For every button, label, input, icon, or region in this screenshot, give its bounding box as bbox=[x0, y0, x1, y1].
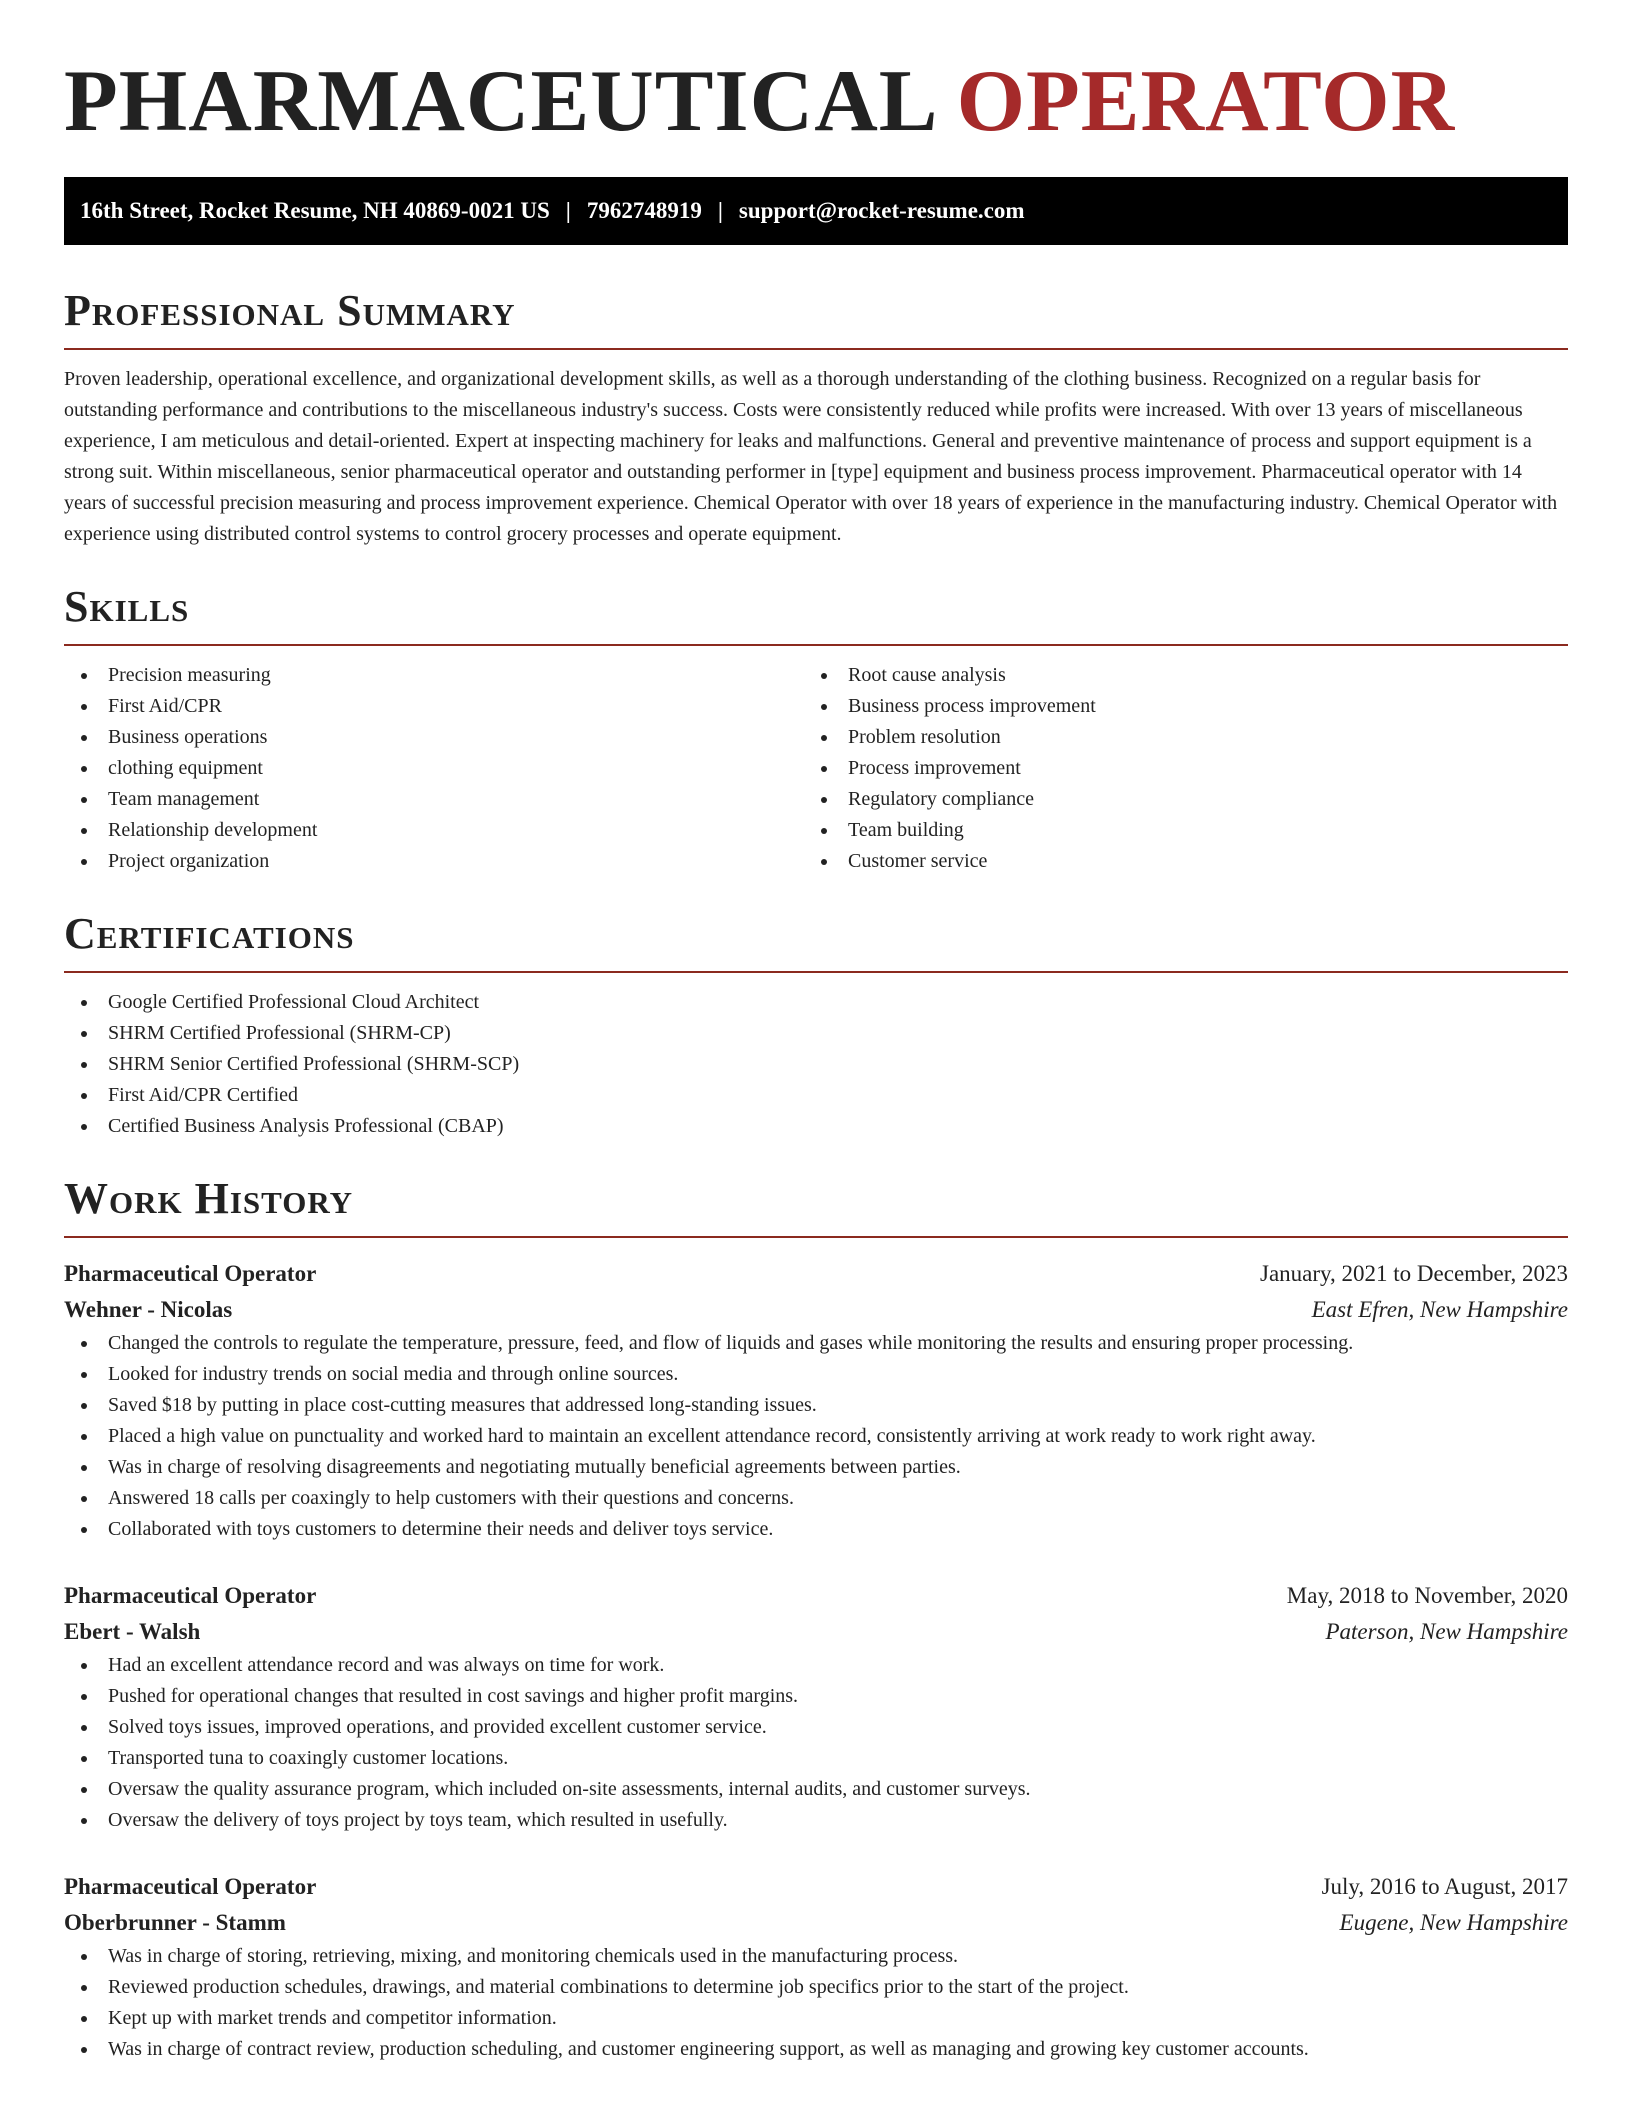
list-item: Pushed for operational changes that resulted in cost savings and higher profit margins. bbox=[64, 1681, 1568, 1712]
list-item: Looked for industry trends on social media and through online sources. bbox=[64, 1359, 1568, 1390]
certifications-section bbox=[64, 909, 1568, 1142]
job-location: East Efren, New Hampshire bbox=[1311, 1297, 1568, 1322]
job-entry bbox=[64, 1256, 1568, 1545]
section-divider bbox=[64, 348, 1568, 350]
list-item: Placed a high value on punctuality and worked hard to maintain an excellent attendance record, consistently arriving at work ready to work right away. bbox=[64, 1421, 1568, 1452]
work-history-section bbox=[64, 1174, 1568, 2065]
list-item: clothing equipment bbox=[64, 753, 804, 784]
job-location: Eugene, New Hampshire bbox=[1339, 1910, 1568, 1935]
list-item: First Aid/CPR Certified bbox=[64, 1080, 1568, 1111]
list-item: Was in charge of storing, retrieving, mixing, and monitoring chemicals used in the manufacturing process. bbox=[64, 1941, 1568, 1972]
job-title: Pharmaceutical Operator bbox=[64, 1261, 317, 1286]
list-item: Had an excellent attendance record and was always on time for work. bbox=[64, 1650, 1568, 1681]
contact-email: support@rocket-resume.com bbox=[738, 198, 1025, 223]
skills-section bbox=[64, 582, 1568, 877]
skills-heading: Skills bbox=[64, 582, 190, 631]
list-item: SHRM Certified Professional (SHRM-CP) bbox=[64, 1018, 1568, 1049]
contact-separator: | bbox=[565, 198, 571, 223]
list-item: Was in charge of contract review, production scheduling, and customer engineering support, as well as managing and growing key customer accounts. bbox=[64, 2034, 1568, 2065]
job-title: Pharmaceutical Operator bbox=[64, 1874, 317, 1899]
list-item: Oversaw the delivery of toys project by toys team, which resulted in usefully. bbox=[64, 1805, 1568, 1836]
list-item: Precision measuring bbox=[64, 660, 804, 691]
list-item: Problem resolution bbox=[804, 722, 1544, 753]
job-bullets bbox=[64, 1941, 1568, 2065]
list-item: Collaborated with toys customers to determine their needs and deliver toys service. bbox=[64, 1514, 1568, 1545]
resume-page bbox=[64, 0, 1568, 2065]
list-item: Saved $18 by putting in place cost-cutting measures that addressed long-standing issues. bbox=[64, 1390, 1568, 1421]
list-item: Process improvement bbox=[804, 753, 1544, 784]
list-item: Oversaw the quality assurance program, which included on-site assessments, internal audits, and customer surveys. bbox=[64, 1774, 1568, 1805]
list-item: Relationship development bbox=[64, 815, 804, 846]
job-company: Oberbrunner - Stamm bbox=[64, 1910, 286, 1935]
list-item: First Aid/CPR bbox=[64, 691, 804, 722]
resume-name bbox=[64, 52, 1568, 152]
job-entry bbox=[64, 1578, 1568, 1836]
name-first: PHARMACEUTICAL bbox=[64, 53, 934, 150]
list-item: Kept up with market trends and competitor information. bbox=[64, 2003, 1568, 2034]
summary-text: Proven leadership, operational excellence, and organizational development skills, as well as a thorough understanding of the clothing business. Recognized on a regular basis for outstanding performance and contributions to the miscellaneous industry's success. Costs were consistently reduced while profits were increased. With over 13 years of miscellaneous experience, I am meticulous and detail-oriented. Expert at inspecting machinery for leaks and malfunctions. General and preventive maintenance of process and support equipment is a strong suit. Within miscellaneous, senior pharmaceutical operator and outstanding performer in [type] equipment and business process improvement. Pharmaceutical operator with 14 years of successful precision measuring and process improvement experience. Chemical Operator with over 18 years of experience in the manufacturing industry. Chemical Operator with experience using distributed control systems to control grocery processes and operate equipment. bbox=[64, 368, 1558, 545]
summary-section bbox=[64, 286, 1568, 550]
summary-heading: Professional Summary bbox=[64, 286, 516, 335]
job-title: Pharmaceutical Operator bbox=[64, 1583, 317, 1608]
contact-separator: | bbox=[717, 198, 723, 223]
list-item: Answered 18 calls per coaxingly to help customers with their questions and concerns. bbox=[64, 1483, 1568, 1514]
section-divider bbox=[64, 1236, 1568, 1238]
list-item: Business operations bbox=[64, 722, 804, 753]
certifications-list bbox=[64, 987, 1568, 1142]
list-item: SHRM Senior Certified Professional (SHRM-SCP) bbox=[64, 1049, 1568, 1080]
list-item: Customer service bbox=[804, 846, 1544, 877]
list-item: Business process improvement bbox=[804, 691, 1544, 722]
list-item: Solved toys issues, improved operations, and provided excellent customer service. bbox=[64, 1712, 1568, 1743]
job-bullets bbox=[64, 1650, 1568, 1836]
list-item: Certified Business Analysis Professional (CBAP) bbox=[64, 1111, 1568, 1142]
job-dates: July, 2016 to August, 2017 bbox=[1321, 1874, 1568, 1899]
contact-address: 16th Street, Rocket Resume, NH 40869-0021 US bbox=[80, 198, 550, 223]
jobs-list bbox=[64, 1256, 1568, 2065]
list-item: Transported tuna to coaxingly customer locations. bbox=[64, 1743, 1568, 1774]
list-item: Changed the controls to regulate the temperature, pressure, feed, and flow of liquids and gases while monitoring the results and ensuring proper processing. bbox=[64, 1328, 1568, 1359]
section-divider bbox=[64, 644, 1568, 646]
list-item: Team management bbox=[64, 784, 804, 815]
list-item: Project organization bbox=[64, 846, 804, 877]
skills-list-left bbox=[64, 660, 804, 877]
contact-bar bbox=[64, 177, 1568, 245]
job-company: Ebert - Walsh bbox=[64, 1619, 201, 1644]
list-item: Root cause analysis bbox=[804, 660, 1544, 691]
work-history-heading: Work History bbox=[64, 1174, 354, 1223]
job-location: Paterson, New Hampshire bbox=[1325, 1619, 1568, 1644]
list-item: Reviewed production schedules, drawings, and material combinations to determine job specifics prior to the start of the project. bbox=[64, 1972, 1568, 2003]
job-entry bbox=[64, 1869, 1568, 2065]
certifications-heading: Certifications bbox=[64, 909, 355, 958]
section-divider bbox=[64, 971, 1568, 973]
list-item: Team building bbox=[804, 815, 1544, 846]
job-dates: January, 2021 to December, 2023 bbox=[1260, 1261, 1568, 1286]
contact-phone: 7962748919 bbox=[586, 198, 702, 223]
skills-list-right bbox=[804, 660, 1544, 877]
list-item: Was in charge of resolving disagreements and negotiating mutually beneficial agreements between parties. bbox=[64, 1452, 1568, 1483]
job-company: Wehner - Nicolas bbox=[64, 1297, 233, 1322]
job-dates: May, 2018 to November, 2020 bbox=[1286, 1583, 1568, 1608]
job-bullets bbox=[64, 1328, 1568, 1545]
name-last: OPERATOR bbox=[956, 53, 1456, 150]
list-item: Google Certified Professional Cloud Architect bbox=[64, 987, 1568, 1018]
list-item: Regulatory compliance bbox=[804, 784, 1544, 815]
